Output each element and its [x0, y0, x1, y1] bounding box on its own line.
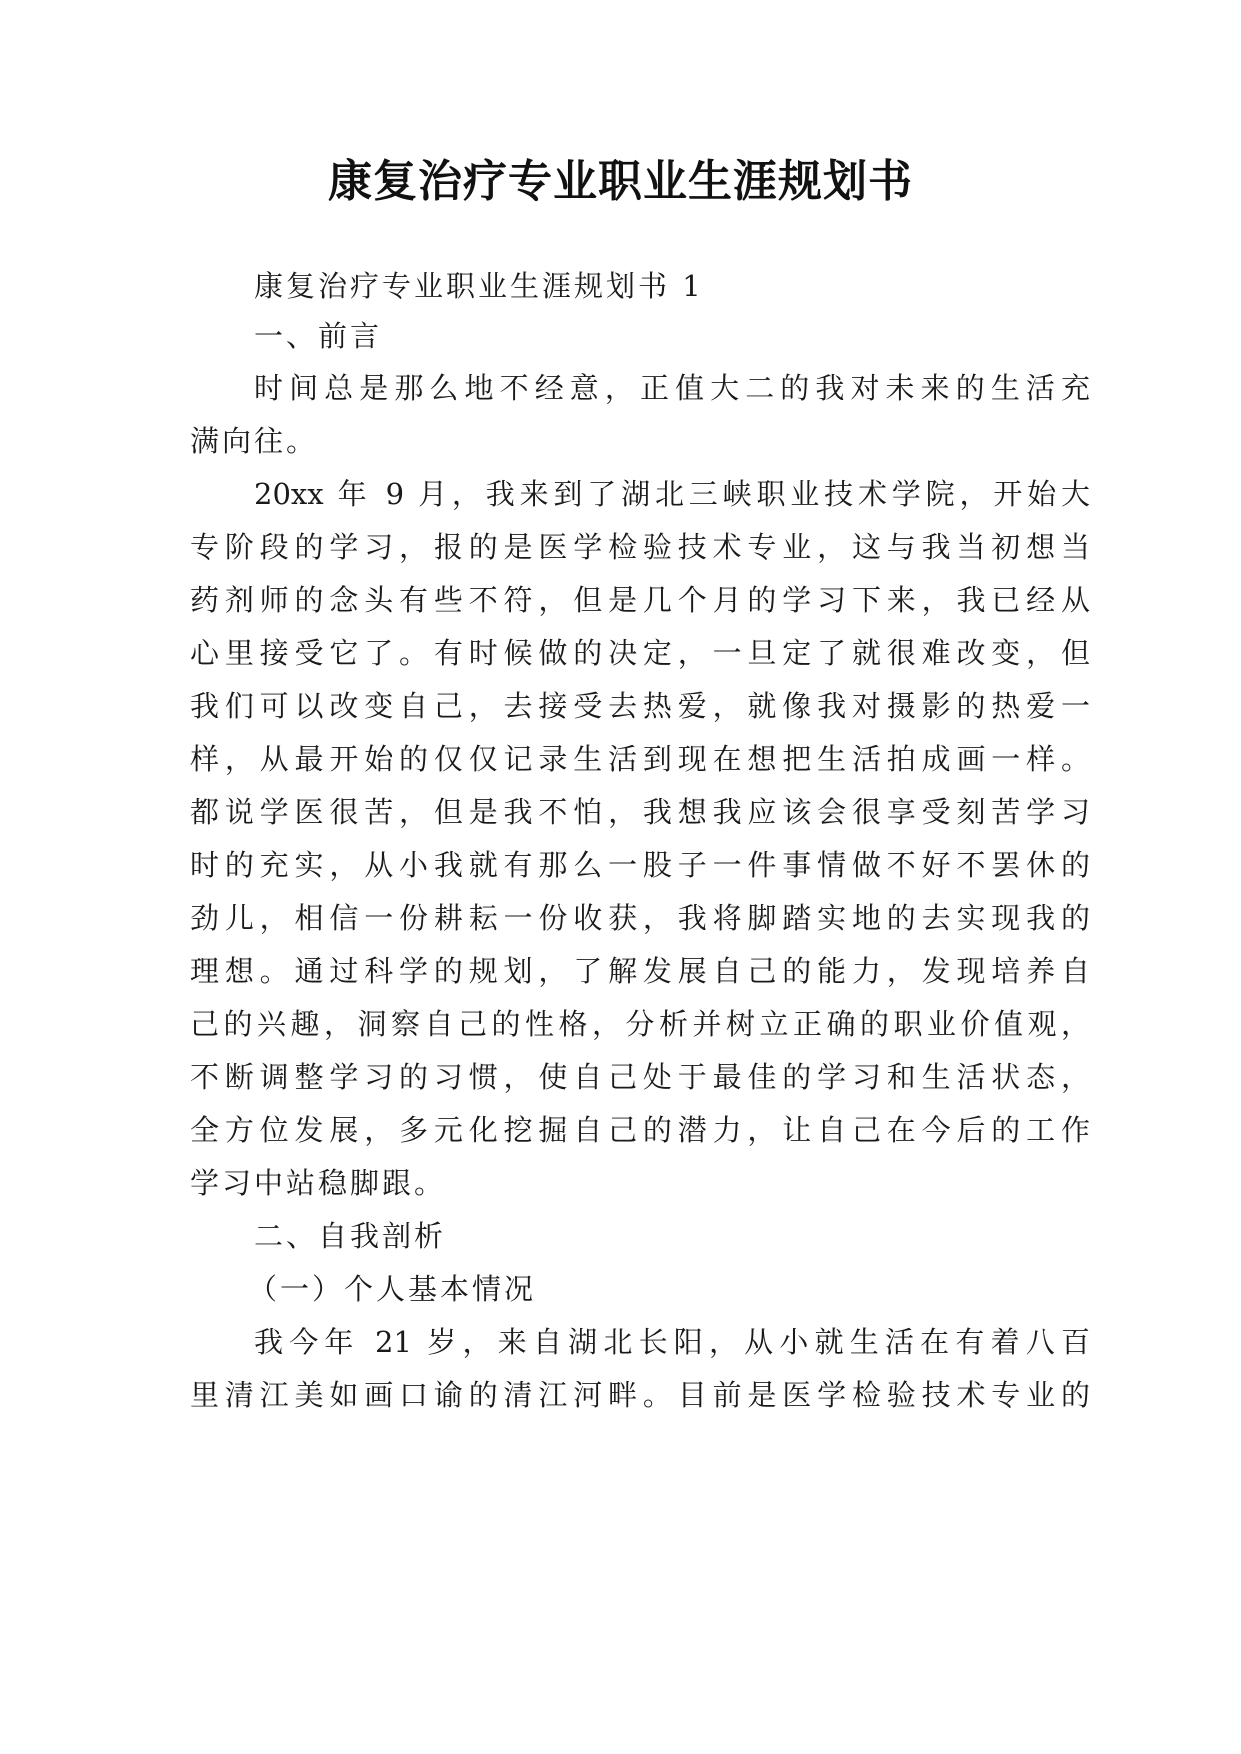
heading-preface: 一、前言 [254, 319, 383, 353]
heading-self-analysis: 二、自我剖析 [254, 1219, 447, 1253]
paragraph-line: 劲儿，相信一份耕耘一份收获，我将脚踏实地的去实现我的 [190, 901, 1090, 935]
paragraph-line: 理想。通过科学的规划，了解发展自己的能力，发现培养自 [190, 954, 1090, 988]
paragraph-line: 我今年 21 岁，来自湖北长阳，从小就生活在有着八百 [254, 1325, 1090, 1359]
paragraph-line: 学习中站稳脚跟。 [190, 1166, 447, 1200]
subtitle-line: 康复治疗专业职业生涯规划书 1 [254, 269, 704, 303]
paragraph-line: 药剂师的念头有些不符，但是几个月的学习下来，我已经从 [190, 583, 1090, 617]
paragraph-line: 20xx 年 9 月，我来到了湖北三峡职业技术学院，开始大 [254, 477, 1090, 511]
paragraph-line: 里清江美如画口谕的清江河畔。目前是医学检验技术专业的 [190, 1378, 1090, 1412]
paragraph-line: 时间总是那么地不经意，正值大二的我对未来的生活充 [254, 371, 1090, 405]
paragraph-line: 满向往。 [190, 424, 319, 458]
paragraph-line: 心里接受它了。有时候做的决定，一旦定了就很难改变，但 [190, 636, 1090, 670]
paragraph-line: 样，从最开始的仅仅记录生活到现在想把生活拍成画一样。 [190, 742, 1090, 776]
paragraph-line: 不断调整学习的习惯，使自己处于最佳的学习和生活状态， [190, 1060, 1090, 1094]
paragraph-line: 都说学医很苦，但是我不怕，我想我应该会很享受刻苦学习 [190, 795, 1090, 829]
paragraph-line: 全方位发展，多元化挖掘自己的潜力，让自己在今后的工作 [190, 1113, 1090, 1147]
subheading-basic-info: （一）个人基本情况 [248, 1272, 537, 1306]
paragraph-line: 时的充实，从小我就有那么一股子一件事情做不好不罢休的 [190, 848, 1090, 882]
document-title: 康复治疗专业职业生涯规划书 [328, 156, 913, 207]
paragraph-line: 专阶段的学习，报的是医学检验技术专业，这与我当初想当 [190, 530, 1090, 564]
paragraph-line: 我们可以改变自己，去接受去热爱，就像我对摄影的热爱一 [190, 689, 1090, 723]
paragraph-line: 己的兴趣，洞察自己的性格，分析并树立正确的职业价值观， [190, 1007, 1090, 1041]
